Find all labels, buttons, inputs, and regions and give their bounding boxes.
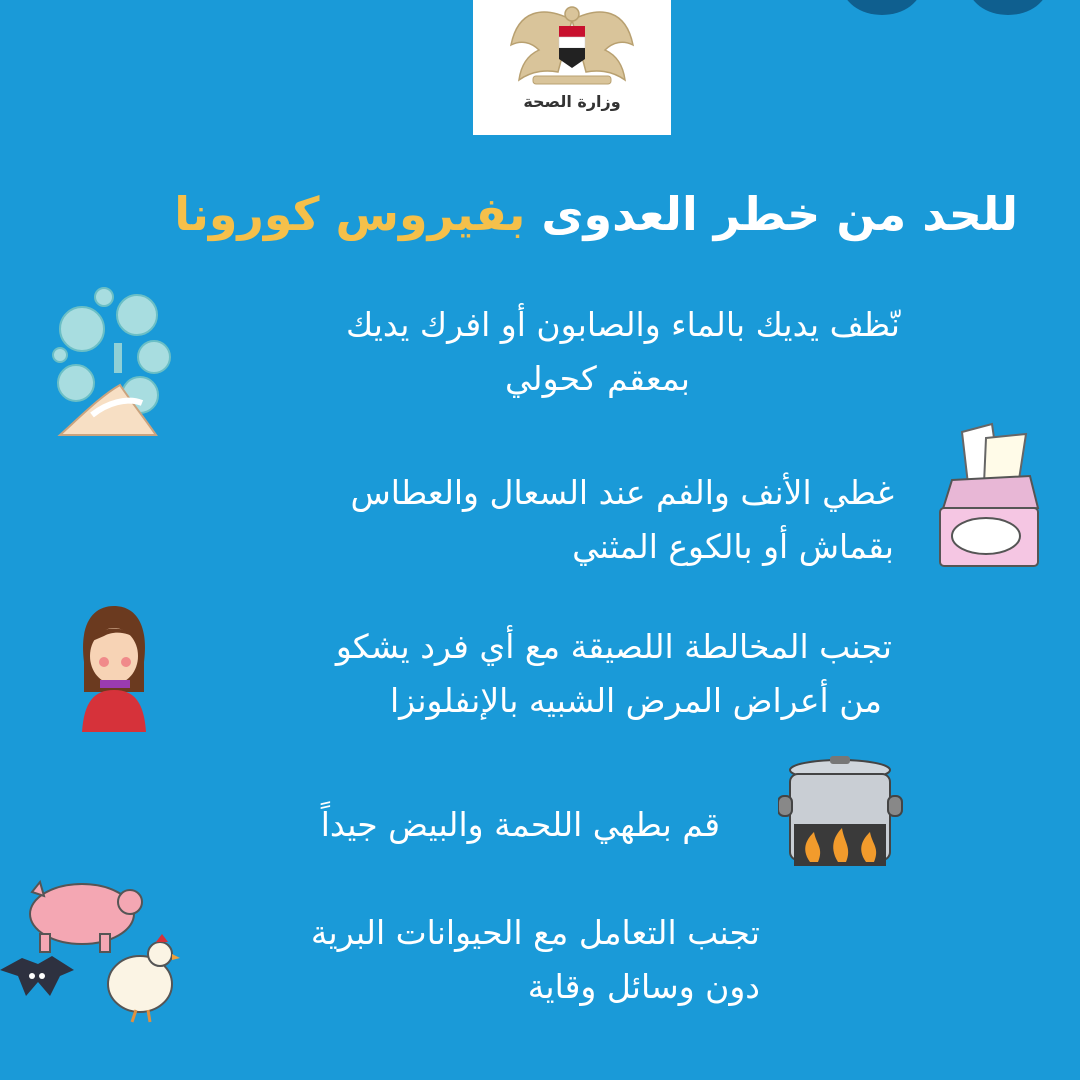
tip-5-line-2: دون وسائل وقاية (527, 967, 760, 1006)
corner-shape-right (968, 0, 1048, 15)
tip-2-line-2: بقماش أو بالكوع المثني (572, 527, 894, 566)
sick-girl-icon (74, 602, 154, 732)
tip-4 (321, 798, 720, 852)
ministry-logo (473, 0, 671, 135)
ministry-caption: وزارة الصحة (523, 92, 621, 111)
tissue-box-icon (934, 420, 1044, 570)
tip-1-line-2: بمعقم كحولي (505, 359, 690, 398)
tip-3-line-1: تجنب المخالطة اللصيقة مع أي فرد يشكو (335, 627, 892, 666)
tip-3-line-2: من أعراض المرض الشبيه بالإنفلونزا (389, 681, 882, 720)
tip-5 (311, 906, 760, 1014)
title-accent: بفيروس كورونا (174, 187, 526, 241)
tip-4-line-1: قم بطهي اللحمة والبيض جيداً (320, 805, 720, 844)
tip-5-line-1: تجنب التعامل مع الحيوانات البرية (310, 913, 760, 952)
tip-1 (346, 298, 900, 406)
tip-2-line-1: غطي الأنف والفم عند السعال والعطاس (350, 473, 894, 512)
tip-3 (336, 620, 892, 728)
tip-1-line-1: نّظف يديك بالماء والصابون أو افرك يديك (345, 305, 900, 344)
eagle-emblem-icon (473, 0, 671, 135)
corner-shape-left (842, 0, 922, 15)
title-main: للحد من خطر العدوى (541, 187, 1018, 241)
page-title (174, 182, 1018, 246)
tip-2 (350, 466, 894, 574)
cooking-pot-icon (778, 754, 908, 874)
handwashing-icon (52, 285, 182, 445)
animals-icon (0, 872, 190, 1032)
